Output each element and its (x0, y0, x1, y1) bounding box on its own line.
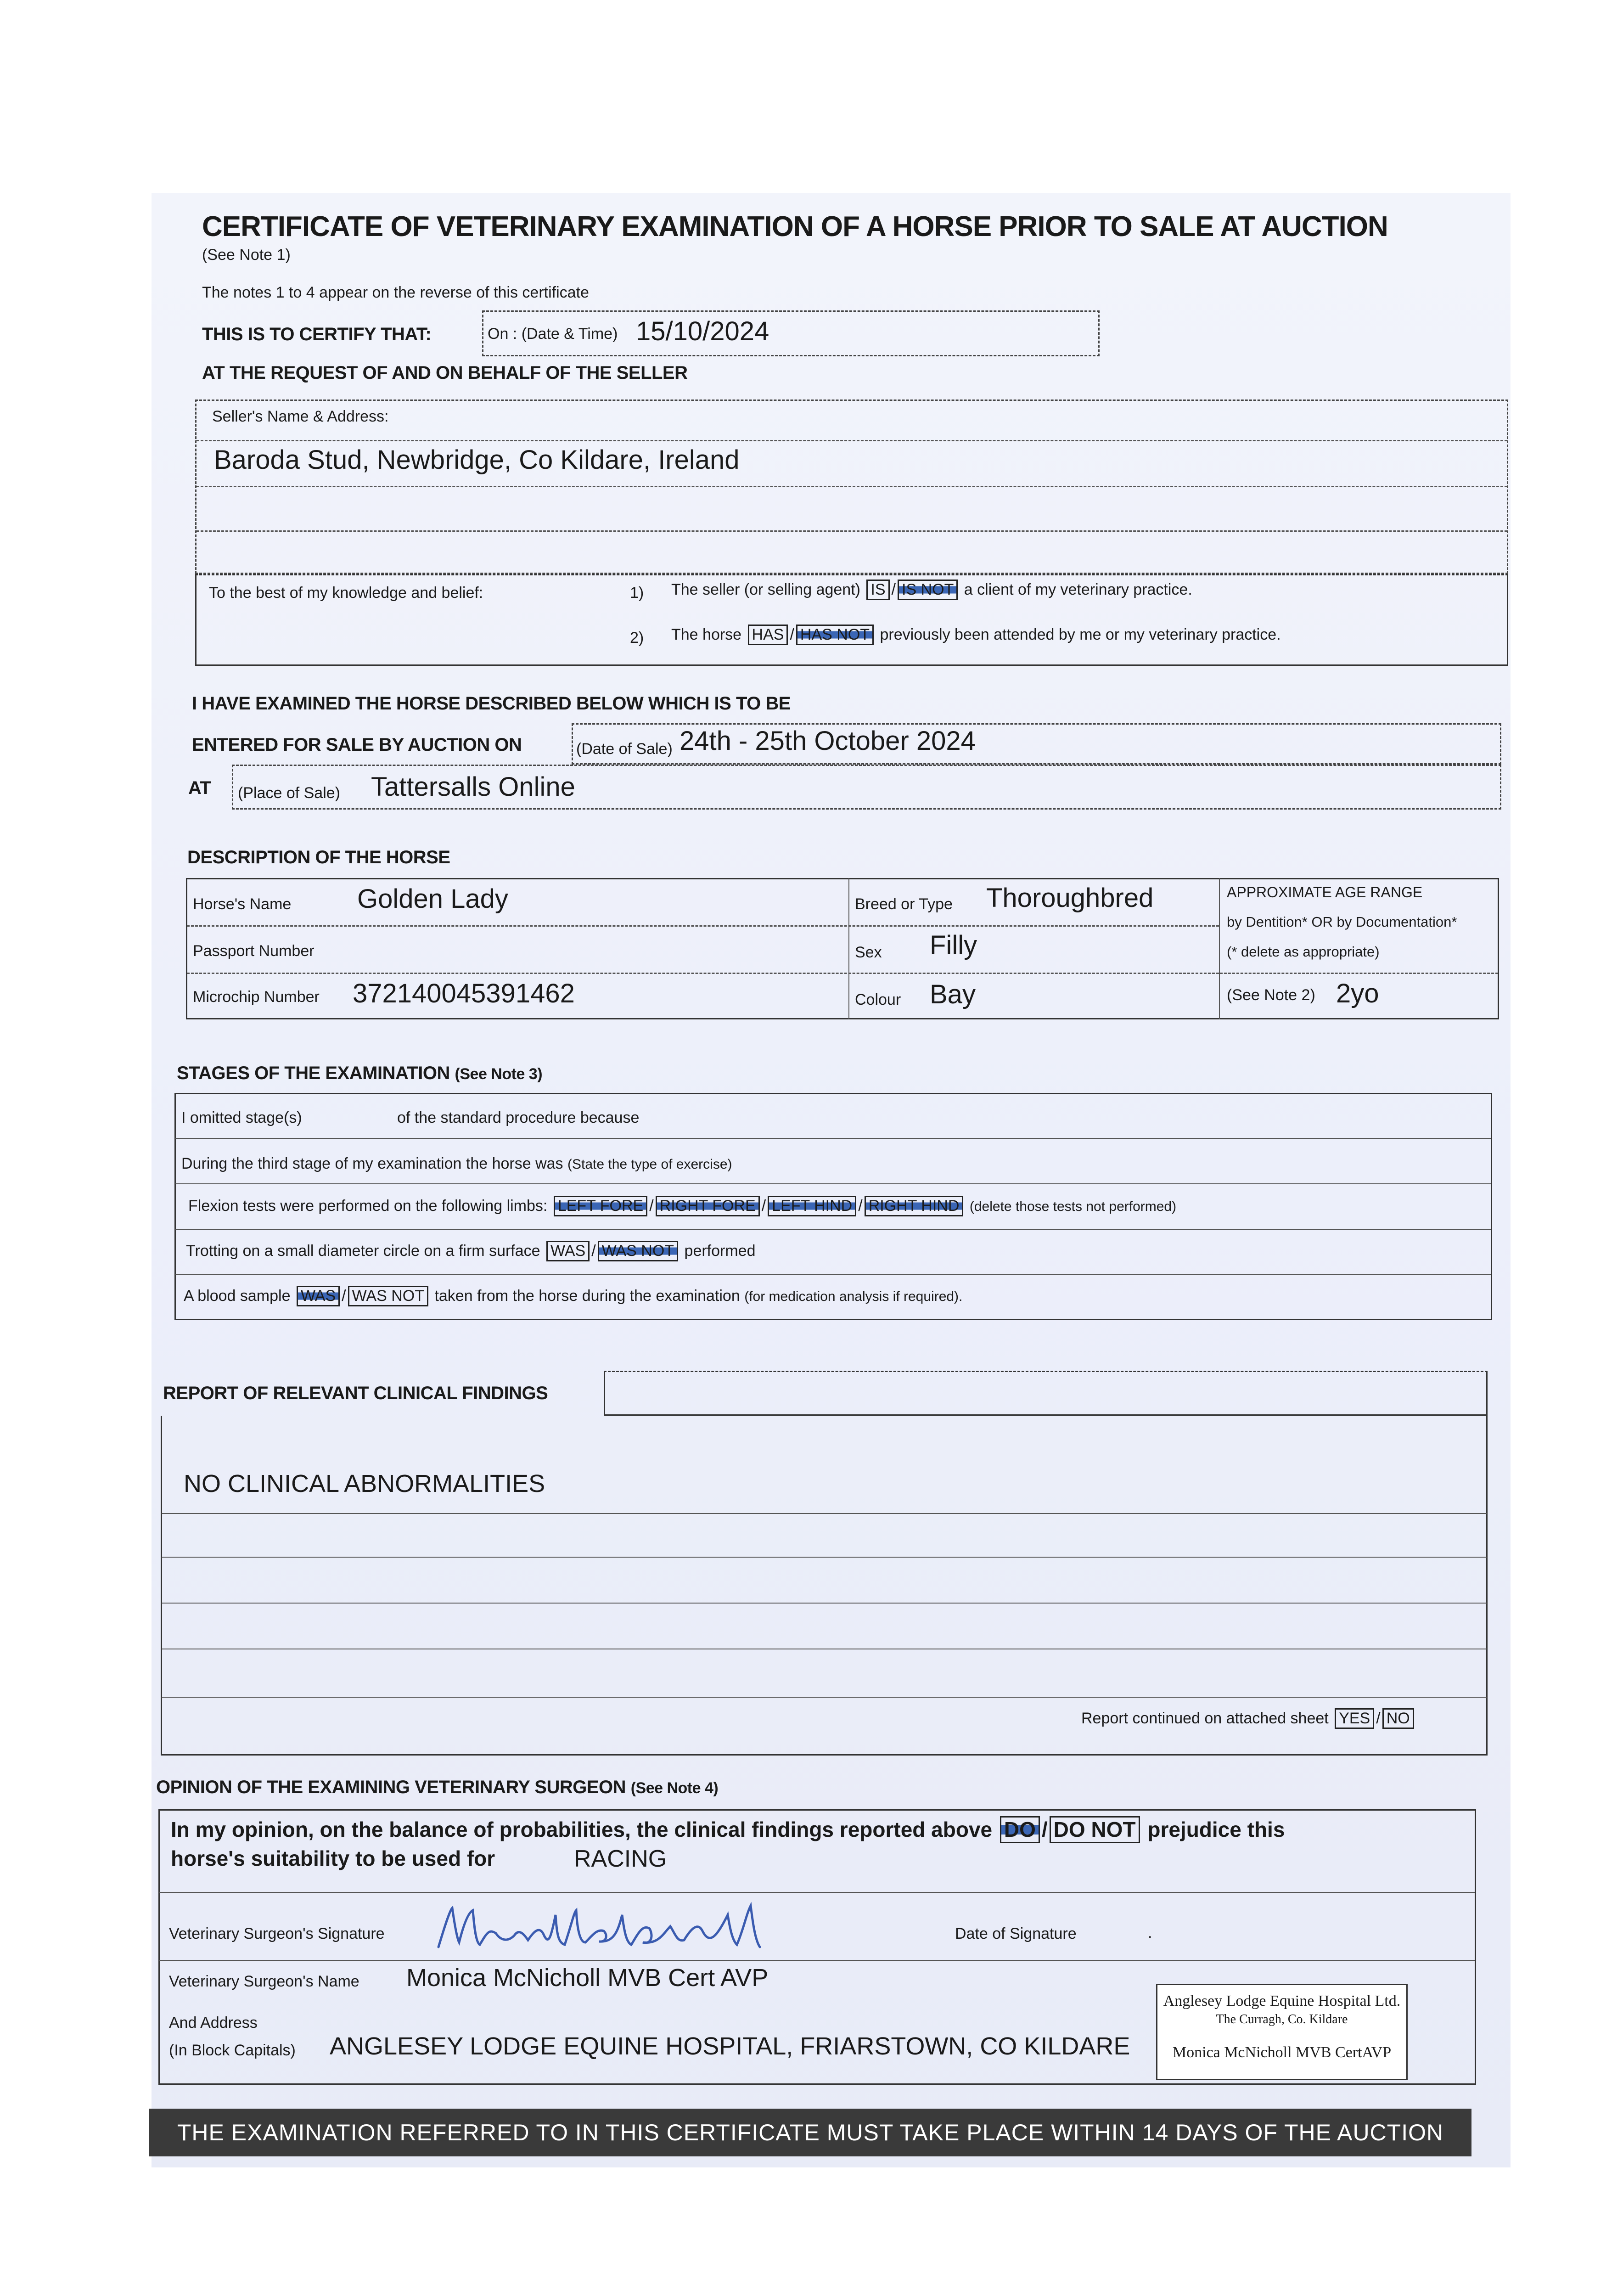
blood-sample-hint: (for medication analysis if required). (744, 1289, 963, 1304)
item1-post: a client of my veterinary practice. (964, 581, 1192, 598)
sex-value: Filly (930, 930, 977, 960)
trotting-post: performed (684, 1242, 756, 1260)
seller-label: Seller's Name & Address: (212, 408, 389, 425)
sex-label: Sex (855, 944, 882, 961)
opinion-do-not-option[interactable]: DO NOT (1050, 1816, 1140, 1843)
breed-value: Thoroughbred (986, 883, 1154, 913)
colour-value: Bay (930, 979, 976, 1009)
microchip-value: 372140045391462 (353, 979, 575, 1008)
report-finding: NO CLINICAL ABNORMALITIES (184, 1470, 545, 1497)
item2-has-not-option[interactable]: HAS NOT (796, 625, 874, 645)
report-box[interactable] (161, 1416, 1488, 1756)
description-heading: DESCRIPTION OF THE HORSE (187, 847, 450, 867)
breed-label: Breed or Type (855, 895, 953, 913)
blood-sample-post: taken from the horse during the examination (434, 1287, 740, 1305)
date-of-sale-value: 24th - 25th October 2024 (680, 726, 976, 756)
report-heading: REPORT OF RELEVANT CLINICAL FINDINGS (163, 1383, 548, 1403)
trot-was-option[interactable]: WAS (546, 1241, 590, 1261)
surgeon-name-value: Monica McNicholl MVB Cert AVP (406, 1964, 769, 1992)
place-of-sale-value: Tattersalls Online (371, 772, 575, 802)
blood-was-not-option[interactable]: WAS NOT (348, 1286, 428, 1306)
age-delete-note: (* delete as appropriate) (1227, 944, 1380, 960)
surgeon-name-label: Veterinary Surgeon's Name (169, 1973, 359, 1990)
flex-left-fore[interactable]: LEFT FORE (554, 1196, 647, 1216)
seller-value: Baroda Stud, Newbridge, Co Kildare, Ireland (214, 445, 740, 475)
stages-see-note: (See Note 3) (455, 1065, 543, 1083)
flexion-label: Flexion tests were performed on the following limbs: (188, 1197, 548, 1215)
horse-name-label: Horse's Name (193, 895, 292, 913)
certify-label: THIS IS TO CERTIFY THAT: (202, 324, 432, 344)
opinion-line1: In my opinion, on the balance of probabilities, the clinical findings reported above (171, 1818, 993, 1841)
age-value: 2yo (1336, 979, 1379, 1008)
certificate-title: CERTIFICATE OF VETERINARY EXAMINATION OF A HORSE PRIOR TO SALE AT AUCTION (202, 211, 1388, 242)
item2-text: The horse (671, 626, 742, 643)
date-of-signature-label: Date of Signature (955, 1925, 1077, 1942)
surgeon-signature (434, 1896, 838, 1956)
opinion-use-value: RACING (574, 1846, 667, 1872)
microchip-label: Microchip Number (193, 988, 320, 1006)
stamp-line3: Monica McNicholl MVB CertAVP (1172, 2043, 1392, 2061)
age-by: by Dentition* OR by Documentation* (1227, 914, 1457, 930)
age-see-note: (See Note 2) (1227, 986, 1315, 1004)
at-label: AT (188, 778, 211, 798)
report-continued-yes[interactable]: YES (1335, 1708, 1374, 1729)
surgeon-address-value: ANGLESEY LODGE EQUINE HOSPITAL, FRIARSTOWN, CO KILDARE (330, 2032, 1130, 2060)
opinion-line2: horse's suitability to be used for (171, 1846, 495, 1870)
opinion-see-note: (See Note 4) (630, 1779, 719, 1797)
notes-line: The notes 1 to 4 appear on the reverse of this certificate (202, 284, 589, 301)
item2-post: previously been attended by me or my veterinary practice. (880, 626, 1281, 643)
stages-heading: STAGES OF THE EXAMINATION (177, 1063, 450, 1083)
hospital-stamp (1156, 1984, 1408, 2080)
blood-sample-label: A blood sample (184, 1287, 291, 1305)
item1-text: The seller (or selling agent) (671, 581, 860, 598)
item1-number: 1) (630, 584, 644, 602)
examined-line2: ENTERED FOR SALE BY AUCTION ON (192, 735, 522, 755)
third-stage-hint: (State the type of exercise) (567, 1157, 732, 1172)
certify-on-label: On : (Date & Time) (488, 325, 618, 343)
opinion-heading: OPINION OF THE EXAMINING VETERINARY SURGEON (156, 1777, 626, 1797)
flex-right-hind[interactable]: RIGHT HIND (865, 1196, 964, 1216)
date-of-sale-label: (Date of Sale) (576, 740, 673, 758)
omitted-stages-reason: of the standard procedure because (397, 1109, 640, 1126)
third-stage-label: During the third stage of my examination the horse was (181, 1155, 563, 1172)
stamp-line2: The Curragh, Co. Kildare (1216, 2012, 1348, 2026)
opinion-line1-post: prejudice this (1147, 1818, 1285, 1841)
item1-is-not-option[interactable]: IS NOT (898, 580, 958, 600)
omitted-stages-label: I omitted stage(s) (181, 1109, 302, 1126)
address-label: And Address (169, 2014, 258, 2032)
certify-date-value: 15/10/2024 (636, 316, 769, 346)
trot-was-not-option[interactable]: WAS NOT (598, 1241, 678, 1261)
trotting-label: Trotting on a small diameter circle on a firm surface (186, 1242, 540, 1260)
report-heading-box (604, 1371, 1488, 1416)
passport-label: Passport Number (193, 942, 314, 960)
flexion-note: (delete those tests not performed) (969, 1199, 1177, 1214)
item1-is-option[interactable]: IS (866, 580, 889, 600)
item2-has-option[interactable]: HAS (748, 625, 788, 645)
stamp-line1: Anglesey Lodge Equine Hospital Ltd. (1163, 1992, 1401, 2009)
request-heading: AT THE REQUEST OF AND ON BEHALF OF THE SELLER (202, 363, 688, 383)
place-of-sale-label: (Place of Sale) (238, 784, 340, 802)
report-continued-label: Report continued on attached sheet (1081, 1710, 1329, 1727)
date-of-signature-value: . (1148, 1924, 1152, 1941)
see-note-1: (See Note 1) (202, 246, 291, 264)
blood-was-option[interactable]: WAS (297, 1286, 340, 1306)
examined-line1: I HAVE EXAMINED THE HORSE DESCRIBED BELOW WHICH IS TO BE (192, 693, 791, 714)
flex-right-fore[interactable]: RIGHT FORE (656, 1196, 760, 1216)
age-heading: APPROXIMATE AGE RANGE (1227, 884, 1423, 900)
address-block-capitals-label: (In Block Capitals) (169, 2042, 296, 2059)
signature-label: Veterinary Surgeon's Signature (169, 1925, 385, 1942)
report-continued-no[interactable]: NO (1382, 1708, 1414, 1729)
item2-number: 2) (630, 629, 644, 647)
flex-left-hind[interactable]: LEFT HIND (768, 1196, 856, 1216)
opinion-do-option[interactable]: DO (1000, 1816, 1040, 1843)
knowledge-label: To the best of my knowledge and belief: (209, 584, 483, 602)
horse-name-value: Golden Lady (357, 884, 508, 914)
footer-banner: THE EXAMINATION REFERRED TO IN THIS CERTIFICATE MUST TAKE PLACE WITHIN 14 DAYS OF THE AUCTION (149, 2109, 1471, 2156)
colour-label: Colour (855, 991, 901, 1008)
